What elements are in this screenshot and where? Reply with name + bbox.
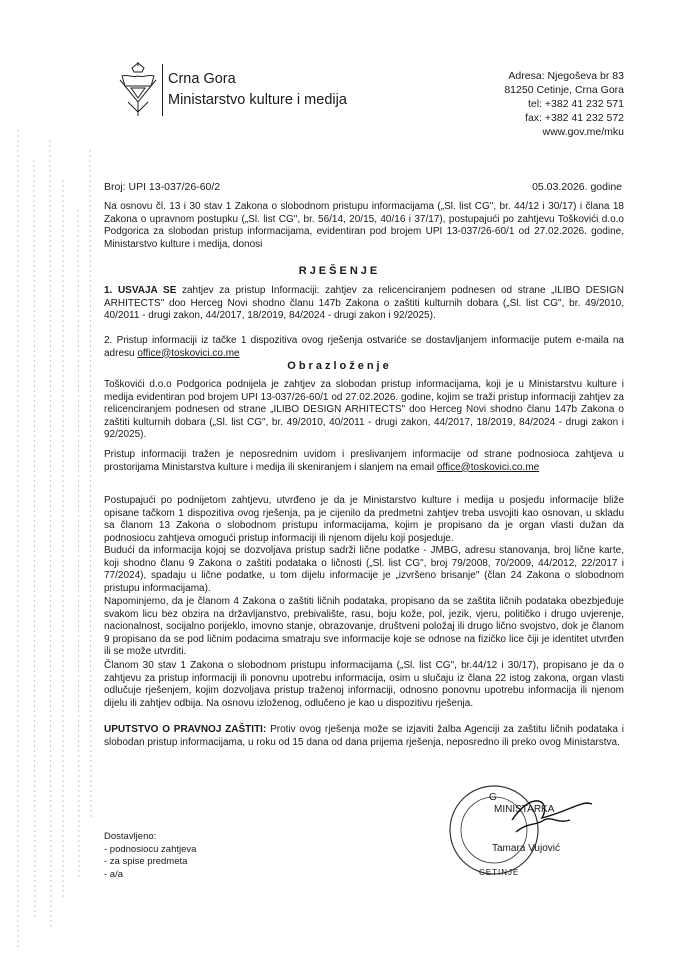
address-line: tel: +382 41 232 571 xyxy=(527,98,624,110)
org-name-country: Crna Gora xyxy=(168,71,236,87)
reasoning-paragraph-1: Toškovići d.o.o Podgorica podnijela je zahtjev za slobodan pristup informacijama, koji je u Ministarstvu kulture i medija evidentiran pod brojem UPI 13-037/26-60/1 od 27.02.2026. godine, kojim se traži pristup informaciji zahtjev za relicenciranjem podnesen od strane „ILIBO DESIGN ARHITECTS" doo Herceg Novi shodno članu 147b Zakona o zaštiti kulturnih dobara („Sl. list CG", br. 49/2010, 40/2011 - drugi zakon, 44/2017, 18/2019, 84/2024 - drugi zakon i 92/2025). xyxy=(104,379,624,440)
org-name-ministry: Ministarstvo kulture i medija xyxy=(168,92,347,108)
scan-noise xyxy=(0,120,100,960)
signature-block xyxy=(432,780,602,880)
reasoning-paragraph-5: Napominjemo, da je članom 4 Zakona o zaštiti ličnih podataka, propisano da se zaštita ličnih podataka obezbjeđuje svakom licu bez obzira na državljanstvo, prebivalište, rasu, boju kože, pol, jezik, vjeru, političko i drugo uvjerenje, nacionalnost, socijalno porijeklo, imovno stanje, obrazovanje, društveni položaj ili drugo lično svojstvo, dok je članom 9 propisano da se pod ličnim podacima smatraju sve informacije koje se odnose na fizičko lice čiji je identitet utvrđen ili se može utvrditi. xyxy=(104,596,624,657)
address-line: fax: +382 41 232 572 xyxy=(525,112,624,124)
reasoning-paragraph-6: Članom 30 stav 1 Zakona o slobodnom pristupu informacijama („Sl. list CG", br.44/12 i 30/17), propisano je da o zahtjevu za pristup informaciji ili ponovnu upotrebu informacija, osim u slučaju iz člana 22 istog zakona, organ vlasti odlučuje rješenjem, kojim dozvoljava pristup traženoj informaciji, odnosno ponovnu upotrebu informacija ili njenom dijelu ili zahtjev odbija. Na osnovu izloženog, odlučeno je kao u dispozitivu rješenja. xyxy=(104,660,624,709)
dispositive-item-2 xyxy=(104,335,624,360)
signatory-name: Tamara Vujović xyxy=(492,843,560,854)
dispositive-lead: 1. USVAJA SE xyxy=(104,285,177,296)
heading-rjesenje: RJEŠENJE xyxy=(298,265,381,277)
email-link[interactable]: office@toskovici.co.me xyxy=(436,461,540,473)
reasoning-paragraph-3: Postupajući po podnijetom zahtjevu, utvrđeno je da je Ministarstvo kulture i medija u posjedu informacije bliže opisane tačkom 1 dispozitiva ovog rješenja, pa je cijenilo da predmetni zahtjev treba usvojiti kao osnovan, u skladu sa članom 13 Zakona o slobodnom pristupu informacijama, kojim je propisano da je organ vlasti dužan da podnosiocu zahtjeva omogući pristup informaciji ili njenom dijelu koji posjeduje. xyxy=(104,495,624,544)
coat-of-arms-icon xyxy=(118,62,158,118)
delivery-item: - podnosiocu zahtjeva xyxy=(104,843,197,855)
address-block xyxy=(504,69,624,139)
signatory-title: MINISTARKA xyxy=(494,804,555,815)
address-line: Adresa: Njegoševa br 83 xyxy=(508,70,624,82)
delivery-list xyxy=(104,831,196,881)
reasoning-text: Pristup informaciji tražen je neposrednim uvidom i preslivanjem informacije od strane podnosioca zahtjeva u prostorijama Ministarstva kulture i medija ili skeniranjem i slanjem na email xyxy=(104,449,624,473)
delivery-item: - a/a xyxy=(104,868,124,880)
legal-remedy-paragraph xyxy=(104,724,624,749)
heading-obrazlozenje: Obrazloženje xyxy=(287,360,392,372)
document-date: 05.03.2026. godine xyxy=(532,181,622,193)
reasoning-paragraph-4: Budući da informacija kojoj se dozvoljava pristup sadrži lične podatke - JMBG, adresu stanovanja, broj lične karte, koji shodno članu 9 Zakona o zaštiti podataka o ličnosti („Sl. list CG", broj 79/2008, 70/2009, 44/2012, 22/2017 i 77/2024), spadaju u lične podatke, u tom dijelu informacije je „izvršeno brisanje" (član 24 Zakona o slobodnom pristupu informacijama). xyxy=(104,545,624,594)
delivery-item: - za spise predmeta xyxy=(104,856,188,867)
legal-remedy-lead: UPUTSTVO O PRAVNOJ ZAŠTITI: xyxy=(104,724,267,735)
document-number: Broj: UPI 13-037/26-60/2 xyxy=(104,181,221,193)
delivery-title: Dostavljeno: xyxy=(104,831,157,842)
legal-remedy-text: Protiv ovog rješenja može se izjaviti žalba Agenciji za zaštitu ličnih podataka i slobodan pristup informacijama, u roku od 15 dana od dana prijema rješenja, neposredno ili preko ovog Ministarstva. xyxy=(104,724,624,748)
email-link[interactable]: office@toskovici.co.me xyxy=(137,347,240,359)
letterhead-divider xyxy=(162,64,163,116)
address-line: www.gov.me/mku xyxy=(542,126,624,138)
dispositive-text: zahtjev za pristup Informaciji: zahtjev za relicenciranjem podnesen od strane „ILIBO DESIGN ARHITECTS" doo Herceg Novi shodno članu 147b Zakona o zaštiti kulturnih dobara („Sl. list CG", br. 49/2010, 40/2011 - drugi zakon, 44/2017, 18/2019, 84/2024 - drugi zakon i 92/2025). xyxy=(104,285,624,321)
address-line: 81250 Cetinje, Crna Gora xyxy=(504,84,624,96)
official-stamp xyxy=(432,780,602,880)
reasoning-paragraph-2 xyxy=(104,449,624,474)
dispositive-item-1 xyxy=(104,285,624,323)
dispositive-text: 2. Pristup informaciji iz tačke 1 dispozitiva ovog rješenja ostvariće se dostavljanjem informacije putem e-maila na adresu xyxy=(104,335,624,359)
stamp-letter: G xyxy=(489,792,497,803)
intro-paragraph: Na osnovu čl. 13 i 30 stav 1 Zakona o slobodnom pristupu informacijama („Sl. list CG", br. 44/12 i 30/17) i člana 18 Zakona o upravnom postupku („Sl. list CG", br. 56/14, 20/15, 40/16 i 37/17), postupajući po zahtjevu Toškovići d.o.o Podgorica za slobodan pristup informacijama, evidentiran pod brojem UPI 13-037/26-60/1 od 27.02.2026. godine, Ministarstvo kulture i medija, donosi xyxy=(104,201,624,250)
stamp-city: CETINJE xyxy=(479,868,520,877)
